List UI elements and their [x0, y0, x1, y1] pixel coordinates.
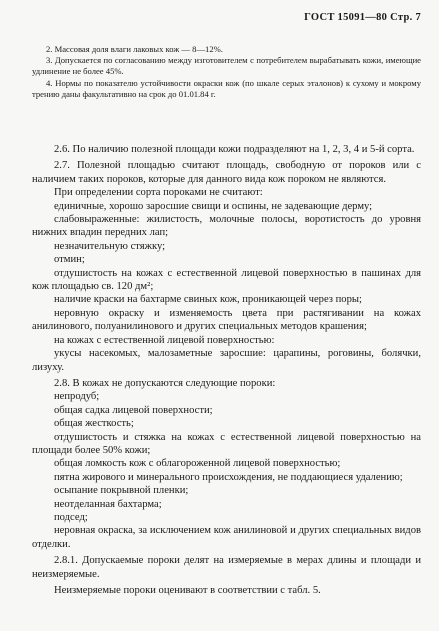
paragraph: При определении сорта пороками не считают: [54, 187, 263, 199]
list-item: отдушистость на кожах с естественной лицевой поверхностью в пашинах для кож площадью св. 120 дм²; [32, 267, 421, 293]
list-item: неровную окраску и изменяемость цвета при растягивании на кожах анилинового, полуанилинового и других специальных методов крашения; [32, 307, 421, 333]
list-item: общая жесткость; [54, 418, 134, 430]
section-2-7: 2.7. Полезной площадью считают площадь, свободную от пороков или с наличием таких пороков, которые для данного вида кож пороком не являются. [32, 160, 421, 185]
list-item: непродуб; [54, 391, 100, 403]
list-item: неотделанная бахтарма; [54, 498, 162, 510]
notes-block [32, 44, 421, 100]
list-item: наличие краски на бахтарме свиных кож, проникающей через поры; [54, 294, 362, 306]
list-item: отмин; [54, 254, 85, 266]
list-item: общая садка лицевой поверхности; [54, 404, 213, 416]
paragraph: Неизмеряемые пороки оценивают в соответствии с табл. 5. [54, 585, 321, 596]
list-item: укусы насекомых, малозаметные заросшие: царапины, роговины, болячки, лизуху. [32, 348, 421, 373]
section-2-8: 2.8. В кожах не допускаются следующие пороки: [54, 377, 276, 389]
list-item: общая ломкость кож с облагороженной лицевой поверхностью; [54, 458, 341, 470]
page-header: ГОСТ 15091—80 Стр. 7 [304, 12, 421, 23]
list-item: неровная окраска, за исключением кож анилиновой и других специальных видов отделки. [32, 525, 421, 550]
note-4: 4. Нормы по показателю устойчивости окраски кож (по шкале серых эталонов) к сухому и мокрому трению даны факультативно на срок до 01.01.84 г. [32, 77, 421, 99]
section-2-6: 2.6. По наличию полезной площади кожи подразделяют на 1, 2, 3, 4 и 5-й сорта. [54, 144, 415, 155]
section-2-8-1: 2.8.1. Допускаемые пороки делят на измеряемые в мерах длины и площади и неизмеряемые. [32, 555, 421, 580]
list-item: отдушистость и стяжка на кожах с естественной лицевой поверхностью на площади более 50% кожи; [32, 431, 421, 456]
list-item: слабовыраженные: жилистость, молочные полосы, воротистость до уровня нижних впадин передних лап; [32, 214, 421, 239]
list-item: на кожах с естественной лицевой поверхностью: [54, 334, 275, 346]
list-item: единичные, хорошо заросшие свищи и оспины, не задевающие дерму; [54, 200, 373, 212]
note-3: 3. Допускается по согласованию между изготовителем с потребителем вырабатывать кожи, имеющие удлинение не более 45%. [32, 55, 421, 77]
list-item: незначительную стяжку; [54, 240, 166, 252]
list-item: подсед; [54, 511, 88, 523]
note-2: 2. Массовая доля влаги лаковых кож — 8—12%. [46, 44, 223, 54]
list-item: осыпание покрывной пленки; [54, 485, 189, 497]
main-text [32, 140, 421, 597]
list-item: пятна жирового и минерального происхождения, не поддающиеся удалению; [54, 471, 403, 483]
